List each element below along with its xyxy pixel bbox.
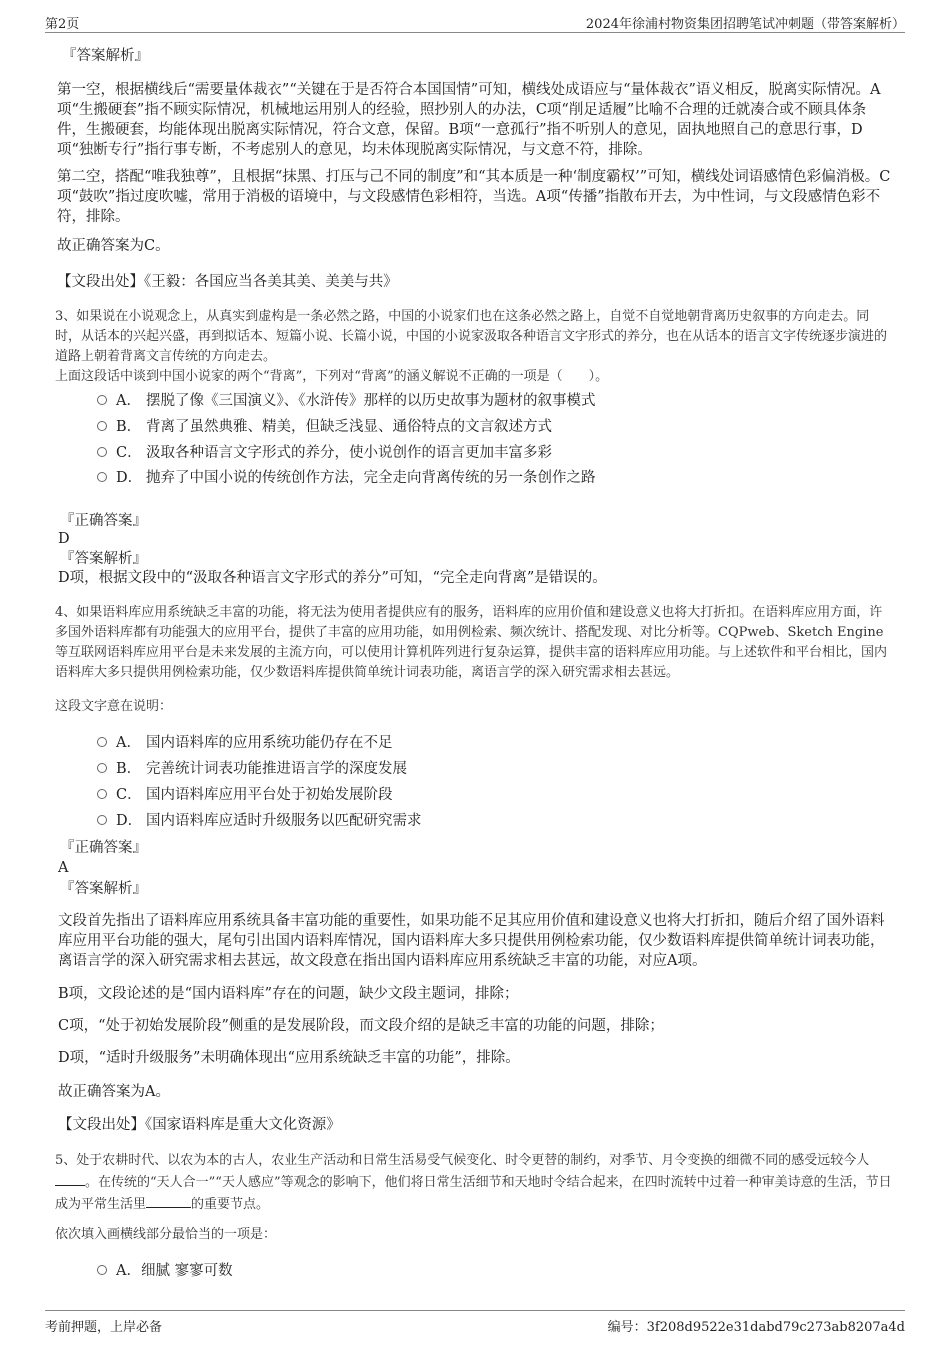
q3-answer-label: 『正确答案』: [60, 513, 147, 529]
radio-icon[interactable]: [97, 737, 107, 747]
option-letter: A．: [116, 393, 141, 409]
radio-icon[interactable]: [97, 763, 107, 773]
radio-icon[interactable]: [97, 789, 107, 799]
option-text: 国内语料库的应用系统功能仍存在不足: [146, 735, 393, 751]
q2-analysis-label: 『答案解析』: [62, 48, 149, 64]
q5-stem: [55, 1151, 895, 1215]
document-id: 编号：3f208d9522e31dabd79c273ab8207a4d: [607, 1320, 905, 1335]
radio-icon[interactable]: [97, 421, 107, 431]
q5-stem-part-1: 5、处于农耕时代、以农为本的古人，农业生产活动和日常生活易受气候变化、时令更替的制约，对季节、月令变换的细微不同的感受远较今人: [55, 1153, 870, 1168]
q4-analysis-p1: 文段首先指出了语料库应用系统具备丰富功能的重要性，如果功能不足其应用价值和建设意义也将大打折扣，随后介绍了国外语料库应用平台功能的强大，尾句引出国内语料库情况，国内语料库大多只提供用例检索功能，仅少数语料库提供简单统计词表功能，离语言学的深入研究需求相去甚远，故文段意在指出国内语料库应用系统缺乏丰富的功能，对应A项。: [58, 913, 885, 969]
option-text: 抛弃了中国小说的传统创作方法，完全走向背离传统的另一条创作之路: [146, 470, 596, 486]
option-text: 国内语料库应用平台处于初始发展阶段: [146, 787, 393, 803]
option-letter: D．: [116, 470, 143, 486]
option-letter: A．: [116, 735, 141, 751]
q4-question: 这段文字意在说明：: [55, 699, 173, 714]
radio-icon[interactable]: [97, 447, 107, 457]
option-text: 汲取各种语言文字形式的养分，使小说创作的语言更加丰富多彩: [146, 445, 552, 461]
q4-option-c[interactable]: [97, 785, 393, 805]
q3-option-a[interactable]: [97, 391, 596, 411]
q2-source: 【文段出处】《王毅：各国应当各美其美、美美与共》: [57, 274, 398, 290]
q4-stem: 4、如果语料库应用系统缺乏丰富的功能，将无法为使用者提供应有的服务，语料库的应用价值和建设意义也将大打折扣。在语料库应用方面，许多国外语料库都有功能强大的应用平台，提供了丰富的应用功能，如用例检索、频次统计、搭配发现、对比分析等。CQPweb、Sketch Engine等互联网语料库应用平台是未来发展的主流方向，可以使用计算机阵列进行复杂运算，提供丰富的语料库应用功能。与上述软件和平台相比，国内语料库大多只提供用例检索功能，仅少数语料库提供简单统计词表功能，离语言学的深入研究需求相去甚远。: [55, 605, 888, 680]
q3-option-c[interactable]: [97, 443, 552, 463]
q5-question: 依次填入画横线部分最恰当的一项是：: [55, 1227, 277, 1242]
q4-option-d[interactable]: [97, 811, 422, 831]
q2-analysis-p1: 第一空，根据横线后“需要量体裁衣”“关键在于是否符合本国国情”可知，横线处成语应与“量体裁衣”语义相反，脱离实际情况。A项“生搬硬套”指不顾实际情况，机械地运用别人的经验，照抄别人的办法，C项“削足适履”比喻不合理的迁就凑合或不顾具体条件，生搬硬套，均能体现出脱离实际情况，符合文意，保留。B项“一意孤行”指不听别人的意见，固执地照自己的意思行事，D项“独断专行”指行事专断，不考虑别人的意见，均未体现脱离实际情况，与文意不符，排除。: [57, 82, 881, 158]
q4-analysis-p4: D项，“适时升级服务”未明确体现出“应用系统缺乏丰富的功能”，排除。: [58, 1050, 520, 1066]
q2-analysis-p2: 第二空，搭配“唯我独尊”，且根据“抹黑、打压与己不同的制度”和“其本质是一种‘制度霸权’”可知，横线处词语感情色彩偏消极。C项“鼓吹”指过度吹嘘，常用于消极的语境中，与文段感情色彩相符，当选。A项“传播”指散布开去，为中性词，与文段感情色彩不符，排除。: [57, 169, 891, 225]
q5-blank-2: [146, 1193, 191, 1208]
q3-option-b[interactable]: [97, 417, 552, 437]
page-header: [45, 10, 905, 33]
page-number: 第2页: [45, 17, 80, 32]
option-text: 背离了虽然典雅、精美，但缺乏浅显、通俗特点的文言叙述方式: [146, 419, 552, 435]
option-letter: A．: [116, 1263, 141, 1279]
option-letter: D．: [116, 813, 143, 829]
q3-option-d[interactable]: [97, 468, 596, 488]
q5-stem-part-2: 。在传统的“天人合一”“天人感应”等观念的影响下，他们将日常生活细节和天地时令结合起来，在四时流转中过着一种审美诗意的生活，节日成为平常生活里: [55, 1175, 892, 1212]
q4-analysis-label: 『答案解析』: [60, 881, 147, 897]
option-text: 摆脱了像《三国演义》、《水浒传》那样的以历史故事为题材的叙事模式: [146, 393, 596, 409]
option-letter: B．: [116, 761, 142, 777]
q4-conclusion: 故正确答案为A。: [58, 1084, 170, 1100]
q4-answer: A: [58, 860, 69, 876]
document-title: 2024年徐浦村物资集团招聘笔试冲刺题（带答案解析）: [585, 17, 905, 32]
q4-source: 【文段出处】《国家语料库是重大文化资源》: [58, 1117, 341, 1133]
option-letter: B．: [116, 419, 142, 435]
radio-icon[interactable]: [97, 1265, 107, 1275]
q4-option-a[interactable]: [97, 733, 393, 753]
q3-answer: D: [58, 531, 70, 547]
option-letter: C．: [116, 445, 142, 461]
option-text: 国内语料库应适时升级服务以匹配研究需求: [146, 813, 422, 829]
option-text: 完善统计词表功能推进语言学的深度发展: [146, 761, 407, 777]
footer-slogan: 考前押题，上岸必备: [45, 1320, 163, 1335]
q5-stem-part-3: 的重要节点。: [191, 1197, 270, 1212]
option-text: 细腻 寥寥可数: [140, 1263, 233, 1279]
page-footer: [45, 1310, 905, 1335]
q3-analysis-label: 『答案解析』: [60, 551, 147, 567]
q3-stem: 3、如果说在小说观念上，从真实到虚构是一条必然之路，中国的小说家们也在这条必然之路上，自觉不自觉地朝背离历史叙事的方向走去。同时，从话本的兴起兴盛，再到拟话本、短篇小说、长篇小说，中国的小说家汲取各种语言文字形式的养分，也在从话本的语言文字传统逐步演进的道路上朝着背离文言传统的方向走去。: [55, 309, 888, 364]
q3-analysis: D项，根据文段中的“汲取各种语言文字形式的养分”可知，“完全走向背离”是错误的。: [58, 570, 607, 586]
q4-analysis-p2: B项，文段论述的是“国内语料库”存在的问题，缺少文段主题词，排除；: [58, 986, 519, 1002]
q4-analysis-p3: C项，“处于初始发展阶段”侧重的是发展阶段，而文段介绍的是缺乏丰富的功能的问题，排除；: [58, 1018, 664, 1034]
q3-question: 上面这段话中谈到中国小说家的两个“背离”，下列对“背离”的涵义解说不正确的一项是（ ）。: [55, 369, 609, 384]
q5-option-a[interactable]: [97, 1261, 233, 1281]
q4-option-b[interactable]: [97, 759, 407, 779]
radio-icon[interactable]: [97, 815, 107, 825]
q4-answer-label: 『正确答案』: [60, 840, 147, 856]
option-letter: C．: [116, 787, 142, 803]
radio-icon[interactable]: [97, 395, 107, 405]
q2-conclusion: 故正确答案为C。: [57, 238, 170, 254]
radio-icon[interactable]: [97, 472, 107, 482]
q5-blank-1: [55, 1171, 85, 1186]
